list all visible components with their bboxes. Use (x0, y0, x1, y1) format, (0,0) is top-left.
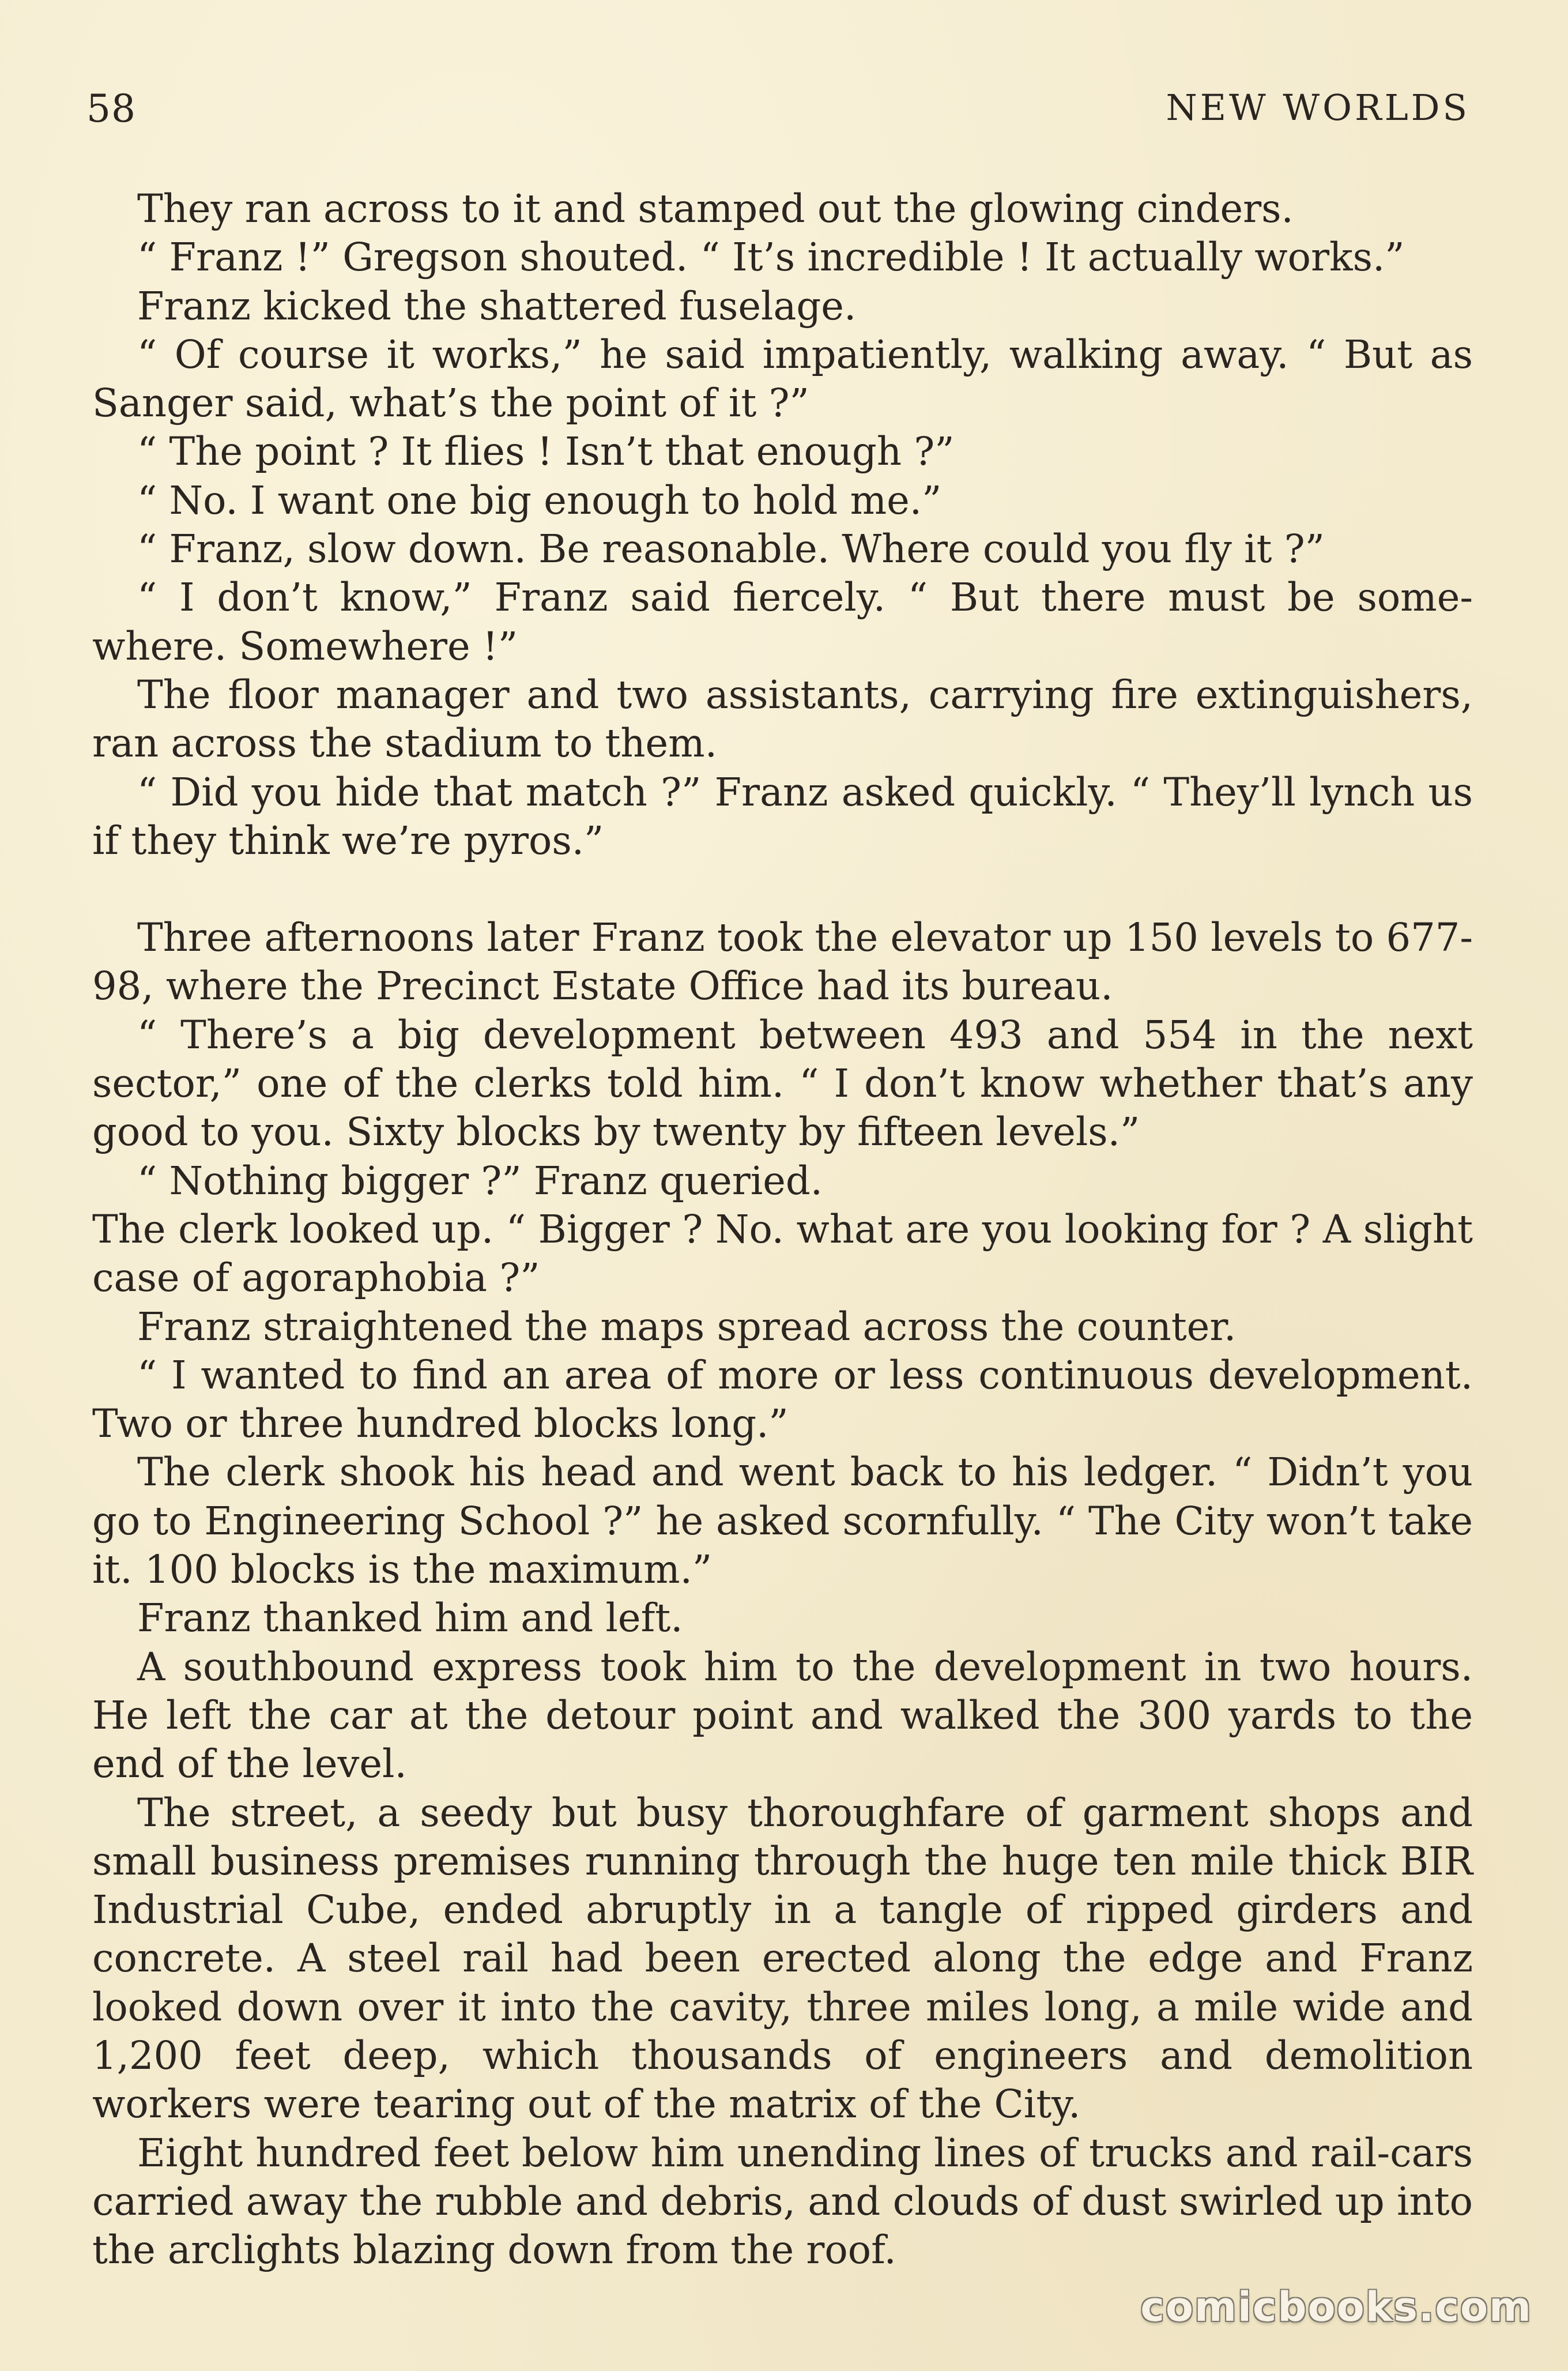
paragraph: “ I don’t know,” Franz said fiercely. “ But there must be some-where. Somewhere !” (92, 575, 1473, 669)
paragraph: “ There’s a big development between 493 and 554 in the next sector,” one of the clerks told him. “ I don’t know whether that’s any good to you. Sixty blocks by twenty by fifteen levels.” (92, 1012, 1473, 1155)
paragraph: “ Franz, slow down. Be reasonable. Where could you fly it ?” (137, 526, 1325, 572)
paragraph: The clerk looked up. “ Bigger ? No. what are you looking for ? A slight case of agoraphobia ?” (92, 1206, 1473, 1301)
paragraph: “ Franz !” Gregson shouted. “ It’s incredible ! It actually works.” (137, 235, 1405, 280)
paragraph: Eight hundred feet below him unending lines of trucks and rail-cars carried away the rubble and debris, and clouds of dust swirled up into the arclights blazing down from the roof. (92, 2130, 1473, 2273)
paragraph: The street, a seedy but busy thoroughfare of garment shops and small business premises running through the huge ten mile thick BIR Industrial Cube, ended abruptly in a tangle of ripped girders and concrete. A steel rail had been erected along the edge and Franz looked down over it into the cavity, three miles long, a mile wide and 1,200 feet deep, which thousands of engineers and demolition workers were tearing out of the matrix of the City. (92, 1790, 1473, 2127)
paragraph: Franz thanked him and left. (137, 1595, 683, 1641)
paragraph: “ No. I want one big enough to hold me.” (137, 477, 942, 523)
paragraph: A southbound express took him to the development in two hours. He left the car at the detour point and walked the 300 yards to the end of the level. (92, 1644, 1473, 1787)
paragraph: “ Of course it works,” he said impatiently, walking away. “ But as Sanger said, what’s the point of it ?” (92, 332, 1473, 426)
paragraph: They ran across to it and stamped out the glowing cinders. (137, 186, 1294, 231)
paragraph: Three afternoons later Franz took the elevator up 150 levels to 677-98, where the Precinct Estate Office had its bureau. (92, 915, 1473, 1009)
paragraph: “ The point ? It flies ! Isn’t that enough ?” (137, 429, 955, 475)
paragraph: Franz kicked the shattered fuselage. (137, 283, 857, 329)
body-text (92, 185, 1473, 2274)
paragraph: The clerk shook his head and went back to his ledger. “ Didn’t you go to Engineering School ?” he asked scornfully. “ The City won’t take it. 100 blocks is the maximum.” (92, 1450, 1473, 1593)
watermark: comicbooks.com (1140, 2283, 1532, 2331)
paragraph: “ Did you hide that match ?” Franz asked quickly. “ They’ll lynch us if they think we’re pyros.” (92, 769, 1473, 863)
paragraph: “ Nothing bigger ?” Franz queried. (137, 1158, 823, 1203)
page-number: 58 (86, 86, 136, 131)
paragraph: The floor manager and two assistants, carrying fire extinguishers, ran across the stadium to them. (92, 672, 1473, 766)
running-title: NEW WORLDS (1166, 86, 1470, 129)
paragraph: Franz straightened the maps spread across the counter. (137, 1304, 1237, 1349)
section-break (92, 865, 1473, 913)
paragraph: “ I wanted to find an area of more or less continuous development. Two or three hundred blocks long.” (92, 1352, 1473, 1447)
running-head (86, 86, 1470, 144)
